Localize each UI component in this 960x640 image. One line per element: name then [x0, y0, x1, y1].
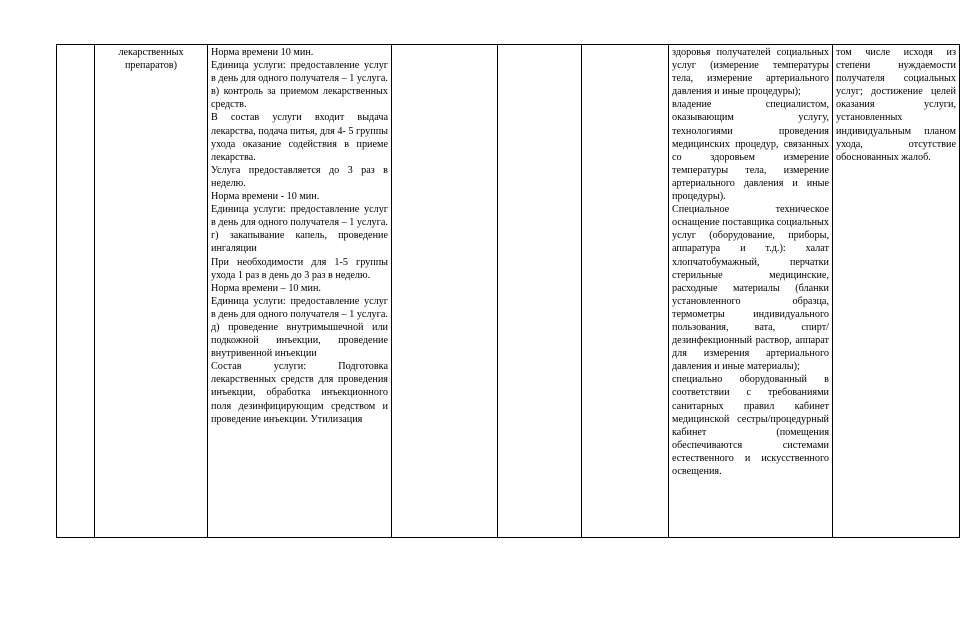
cell-number	[57, 45, 95, 538]
cell-paragraph: лекарственных препаратов)	[118, 47, 184, 72]
cell-paragraph: Единица услуги: предоставление услуг в день для одного получателя – 1 услуга.	[211, 295, 388, 320]
cell-paragraph: том числе исходя из степени нуждаемости получателя социальных услуг; достижение целей оказания услуги, установленных индивидуальным планом ухода, отсутствие обоснованных жалоб.	[836, 47, 956, 163]
cell-paragraph: Норма времени – 10 мин.	[211, 282, 321, 294]
cell-paragraph: д) проведение внутримышечной или подкожной инъекции, проведение внутривенной инъекции	[211, 321, 388, 360]
cell-paragraph: В состав услуги входит выдача лекарства, подача питья, для 4- 5 группы ухода оказание содействия в приеме лекарства.	[211, 112, 388, 163]
cell-service-description	[208, 45, 392, 538]
cell-paragraph: здоровья получателей социальных услуг (измерение температуры тела, измерение артериального давления и иные процедуры);	[672, 47, 829, 98]
cell-empty-2	[498, 45, 582, 538]
cell-paragraph: При необходимости для 1-5 группы ухода 1 раз в день до 3 раз в неделю.	[211, 256, 388, 281]
services-table	[56, 44, 960, 538]
cell-paragraph: Единица услуги: предоставление услуг в день для одного получателя – 1 услуга.	[211, 60, 388, 85]
cell-paragraph: Норма времени 10 мин.	[211, 47, 314, 58]
cell-paragraph: г) закапывание капель, проведение ингаляции	[211, 230, 388, 255]
cell-paragraph: в) контроль за приемом лекарственных средств.	[211, 86, 388, 111]
cell-service-name	[95, 45, 208, 538]
cell-quality-indicators	[669, 45, 833, 538]
table-row	[57, 45, 960, 538]
cell-evaluation-criteria	[833, 45, 960, 538]
cell-paragraph: Норма времени - 10 мин.	[211, 191, 320, 203]
cell-paragraph: Специальное техническое оснащение поставщика социальных услуг (оборудование, приборы, аппаратура и т.д.): халат хлопчатобумажный, перчатки стерильные медицинские, расходные материалы (бланки установленного образца, термометры индивидуального пользования, вата, спирт/ дезинфекционный раствор, аппарат для измерения артериального давления и иные материалы);	[672, 204, 829, 373]
cell-paragraph: Услуга предоставляется до 3 раз в неделю.	[211, 164, 388, 189]
cell-paragraph: владение специалистом, оказывающим услугу, технологиями проведения медицинских процедур, связанных со здоровьем измерение температуры тела, измерение артериального давления и иные процедуры).	[672, 99, 829, 203]
cell-empty-1	[392, 45, 498, 538]
cell-empty-3	[582, 45, 669, 538]
cell-paragraph: Состав услуги: Подготовка лекарственных средств для проведения инъекции, обработка инъекционного поля дезинфицирующим средством и проведение инъекции. Утилизация	[211, 361, 388, 425]
cell-paragraph: Единица услуги: предоставление услуг в день для одного получателя – 1 услуга.	[211, 204, 388, 229]
cell-paragraph: специально оборудованный в соответствии с требованиями санитарных правил кабинет медицинской сестры/процедурный кабинет (помещения обеспечиваются системами естественного и искусственного освещения.	[672, 374, 829, 477]
